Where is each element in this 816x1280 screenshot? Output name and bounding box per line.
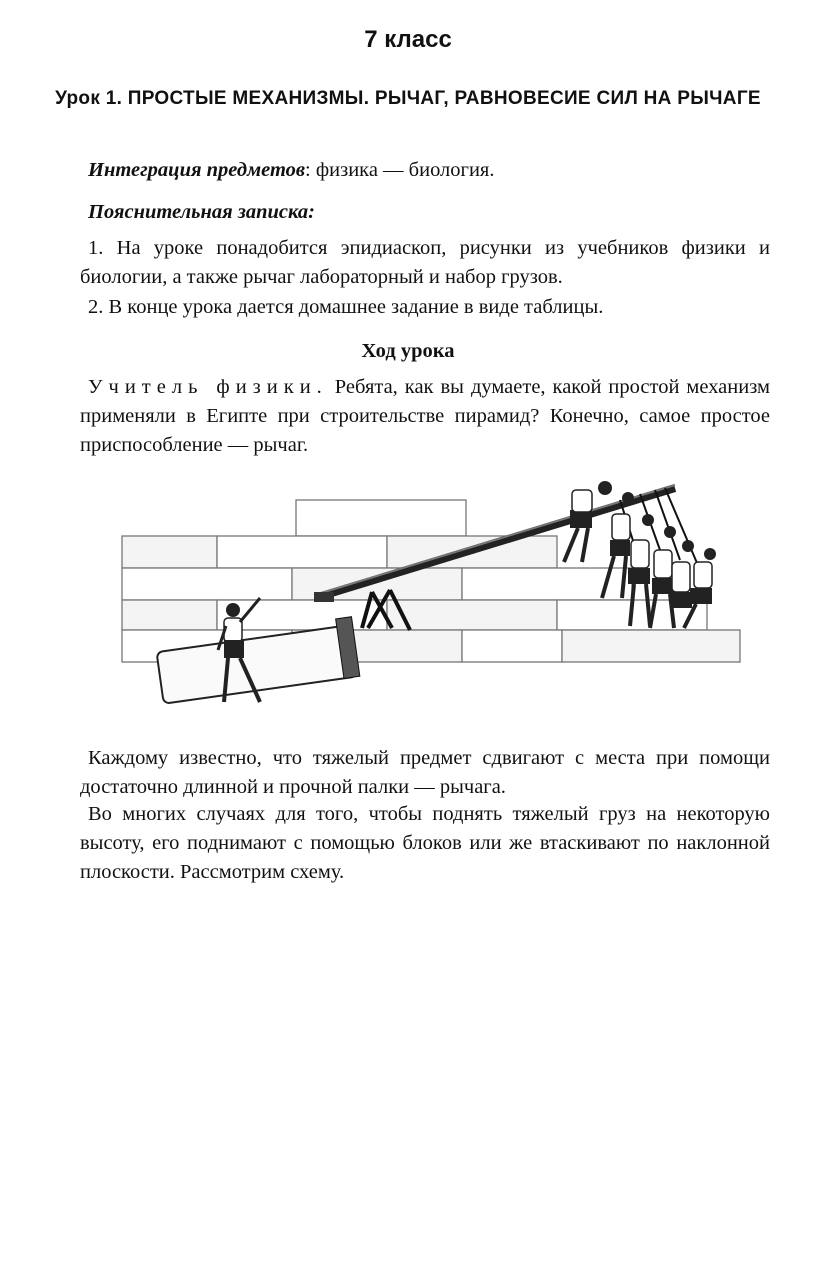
egyptian-lever-illustration: [100, 470, 780, 720]
speech-text: Ребята, как вы думаете, какой простой механизм применяли в Египте при строительстве пирамид? Конечно, самое простое приспособление — рычаг.: [80, 376, 771, 456]
explanatory-note-label-line: [80, 198, 770, 227]
grade-heading: 7 класс: [364, 26, 452, 53]
note-item-2: 2. В конце урока дается домашнее задание в виде таблицы.: [88, 296, 604, 318]
lesson-title: Урок 1. ПРОСТЫЕ МЕХАНИЗМЫ. РЫЧАГ, РАВНОВЕСИЕ СИЛ НА РЫЧАГЕ: [55, 88, 761, 109]
note-item-1: 1. На уроке понадобится эпидиаскоп, рисунки из учебников физики и биологии, а также рычаг лабораторный и набор грузов.: [80, 237, 770, 288]
integration-text: : физика — биология.: [305, 159, 495, 181]
body-paragraph-2: Во многих случаях для того, чтобы поднять тяжелый груз на некоторую высоту, его поднимают с помощью блоков или же втаскивают по наклонной плоскости. Рассмотрим схему.: [80, 803, 770, 883]
lesson-flow-heading: Ход урока: [361, 340, 455, 362]
body-paragraph-1: Каждому известно, что тяжелый предмет сдвигают с места при помощи достаточно длинной и прочной палки — рычага.: [80, 747, 770, 798]
speaker-label: Учитель физики.: [88, 376, 328, 398]
teacher-speech: [80, 373, 770, 460]
integration-label: Интеграция предметов: [88, 159, 306, 181]
integration-line: [80, 156, 770, 185]
explanatory-note-label: Пояснительная записка:: [88, 201, 315, 223]
